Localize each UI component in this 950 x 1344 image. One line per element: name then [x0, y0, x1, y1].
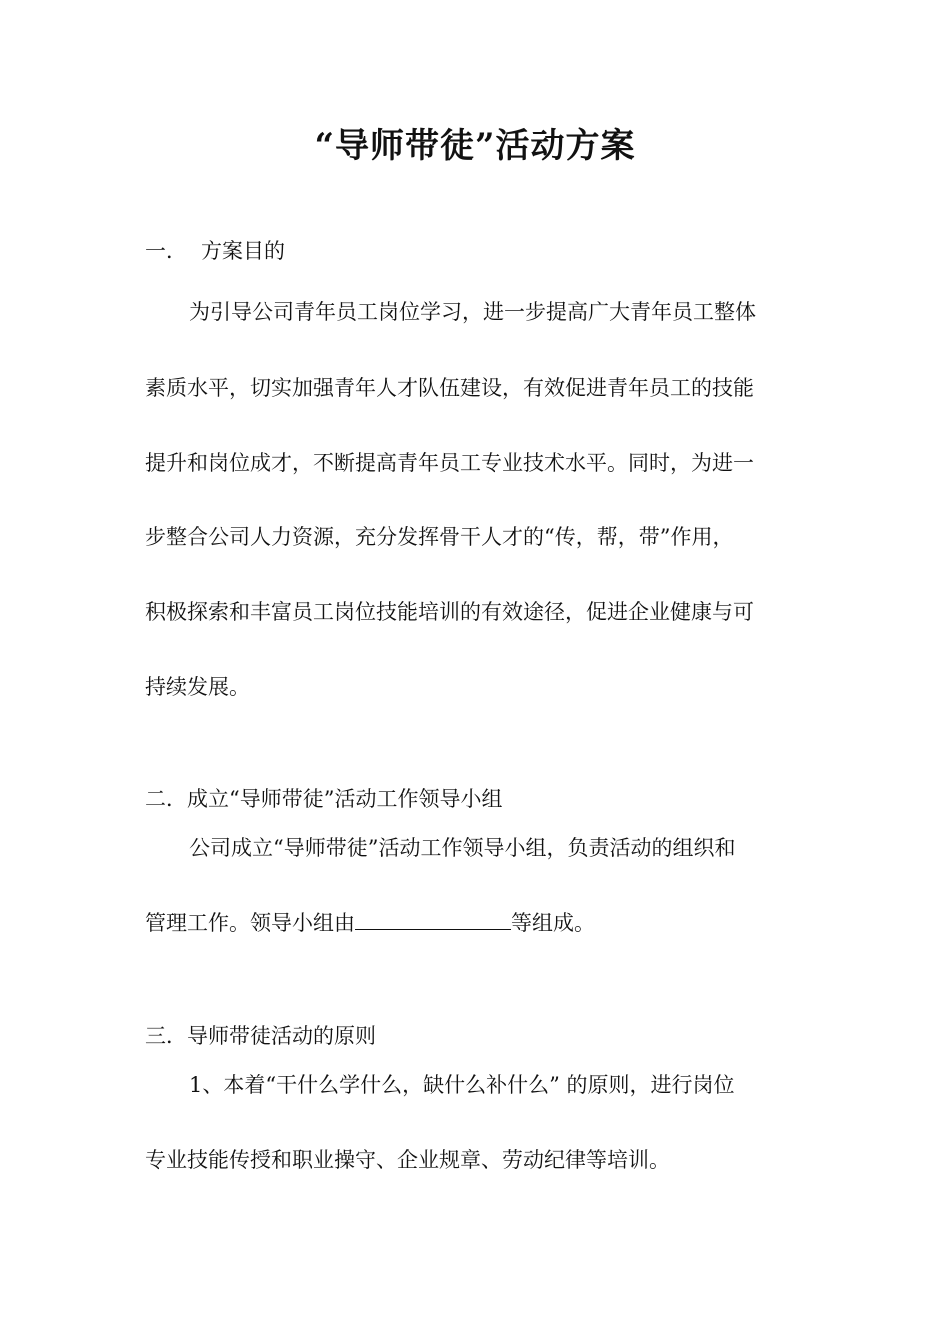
section-1-paragraph-line: 素质水平，切实加强青年人才队伍建设，有效促进青年员工的技能 [145, 376, 754, 400]
section-1-heading [145, 236, 285, 266]
document-title: “导师带徒”活动方案 [314, 126, 636, 166]
section-2-paragraph-line-with-blank [145, 908, 595, 938]
section-2-text-after-blank: 等组成。 [511, 911, 595, 935]
section-1-paragraph-line: 步整合公司人力资源，充分发挥骨干人才的“传，帮，带”作用， [145, 525, 734, 549]
section-1-paragraph-line: 持续发展。 [145, 675, 250, 699]
section-2-text-before-blank: 管理工作。领导小组由 [145, 911, 355, 935]
fill-in-blank-line[interactable] [355, 909, 511, 930]
section-3-paragraph-line: 1、本着“干什么学什么，缺什么补什么” 的原则，进行岗位 [189, 1073, 735, 1097]
section-2-heading: 二．成立“导师带徒”活动工作领导小组 [145, 787, 503, 811]
section-1-number: 一． [145, 239, 187, 263]
section-1-heading-text: 方案目的 [201, 239, 285, 263]
section-1-paragraph-line: 积极探索和丰富员工岗位技能培训的有效途径，促进企业健康与可 [145, 600, 754, 624]
section-1-paragraph-line: 为引导公司青年员工岗位学习，进一步提高广大青年员工整体 [189, 300, 756, 324]
section-3-heading: 三．导师带徒活动的原则 [145, 1024, 376, 1048]
section-2-paragraph-line: 公司成立“导师带徒”活动工作领导小组，负责活动的组织和 [189, 836, 736, 860]
section-3-paragraph-line: 专业技能传授和职业操守、企业规章、劳动纪律等培训。 [145, 1148, 670, 1172]
section-1-paragraph-line: 提升和岗位成才，不断提高青年员工专业技术水平。同时，为进一 [145, 451, 754, 475]
